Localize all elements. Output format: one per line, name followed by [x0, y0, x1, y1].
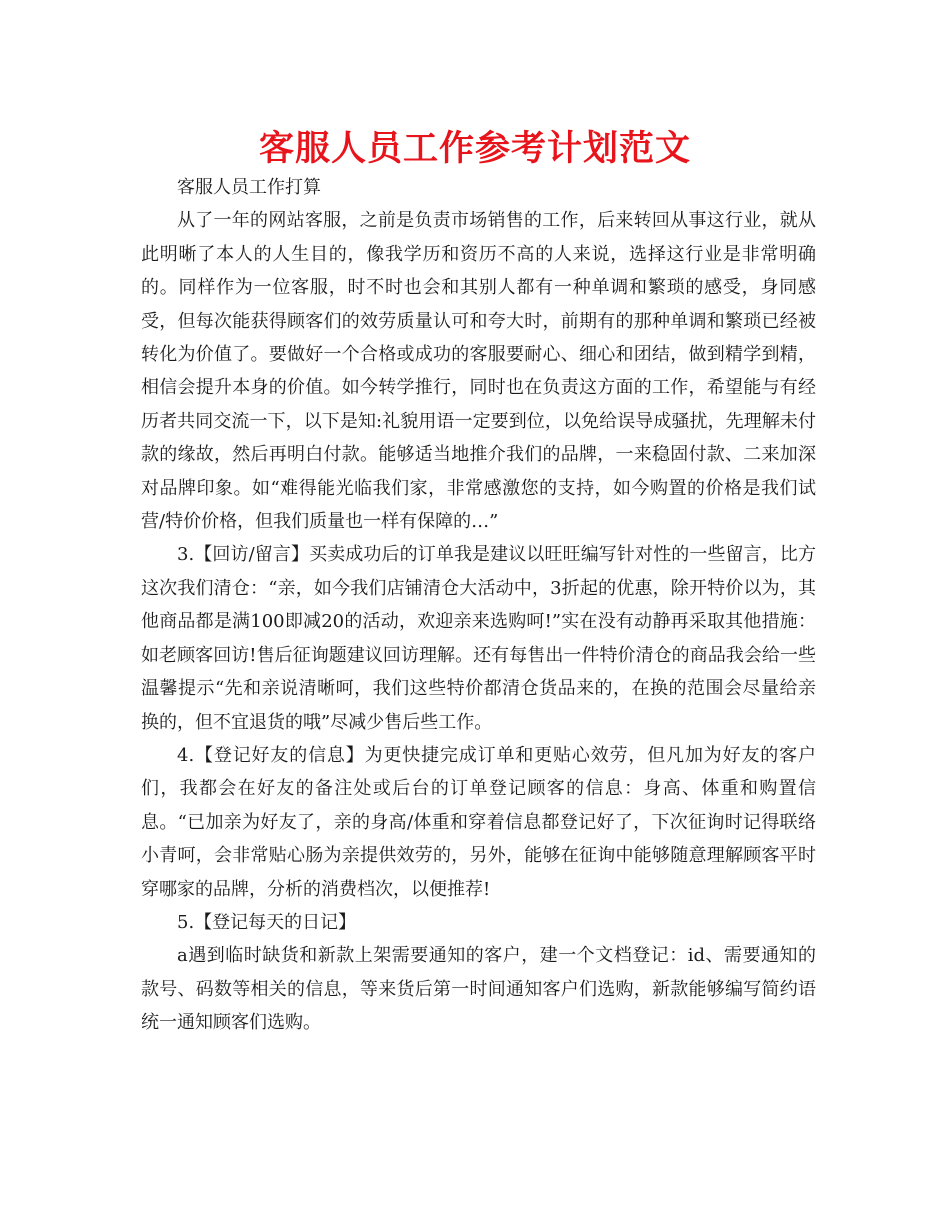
paragraph-item-4: 4.【登记好友的信息】为更快捷完成订单和更贴心效劳，但凡加为好友的客户们，我都会在好友的备注处或后台的订单登记顾客的信息：身高、体重和购置信息。“已加亲为好友了，亲的身高/体重和穿着信息都登记好了，下次征询时记得联络小青呵，会非常贴心肠为亲提供效劳的，另外，能够在征询中能够随意理解顾客平时穿哪家的品牌，分析的消费档次，以便推荐!: [141, 744, 816, 900]
paragraph-heading: 客服人员工作打算: [177, 177, 321, 198]
paragraph-item-3: 3.【回访/留言】买卖成功后的订单我是建议以旺旺编写针对性的一些留言，比方这次我们清仓：“亲，如今我们店铺清仓大活动中，3折起的优惠，除开特价以为，其他商品都是满100即减20的活动，欢迎亲来选购呵!”实在没有动静再采取其他措施：如老顾客回访!售后征询题建议回访理解。还有每售出一件特价清仓的商品我会给一些温馨提示“先和亲说清晰呵，我们这些特价都清仓货品来的，在换的范围会尽量给亲换的，但不宜退货的哦”尽减少售后些工作。: [141, 544, 816, 733]
paragraph-intro: 从了一年的网站客服，之前是负责市场销售的工作，后来转回从事这行业，就从此明晰了本人的人生目的，像我学历和资历不高的人来说，选择这行业是非常明确的。同样作为一位客服，时不时也会和其别人都有一种单调和繁琐的感受，身同感受，但每次能获得顾客们的效劳质量认可和夸大时，前期有的那种单调和繁琐已经被转化为价值了。要做好一个合格或成功的客服要耐心、细心和团结，做到精学到精，相信会提升本身的价值。如今转学推行，同时也在负责这方面的工作，希望能与有经历者共同交流一下，以下是知:礼貌用语一定要到位，以免给误导成骚扰，先理解未付款的缘故，然后再明白付款。能够适当地推介我们的品牌，一来稳固付款、二来加深对品牌印象。如“难得能光临我们家，非常感激您的支持，如今购置的价格是我们试营/特价价格，但我们质量也一样有保障的…”: [141, 210, 816, 533]
paragraph-item-5: 5.【登记每天的日记】: [177, 911, 357, 933]
paragraph-item-5a: a遇到临时缺货和新款上架需要通知的客户，建一个文档登记：id、需要通知的款号、码数等相关的信息，等来货后第一时间通知客户们选购，新款能够编写简约语统一通知顾客们选购。: [141, 945, 816, 1034]
document-body: [141, 171, 816, 1040]
document-title: 客服人员工作参考计划范文: [258, 129, 691, 169]
